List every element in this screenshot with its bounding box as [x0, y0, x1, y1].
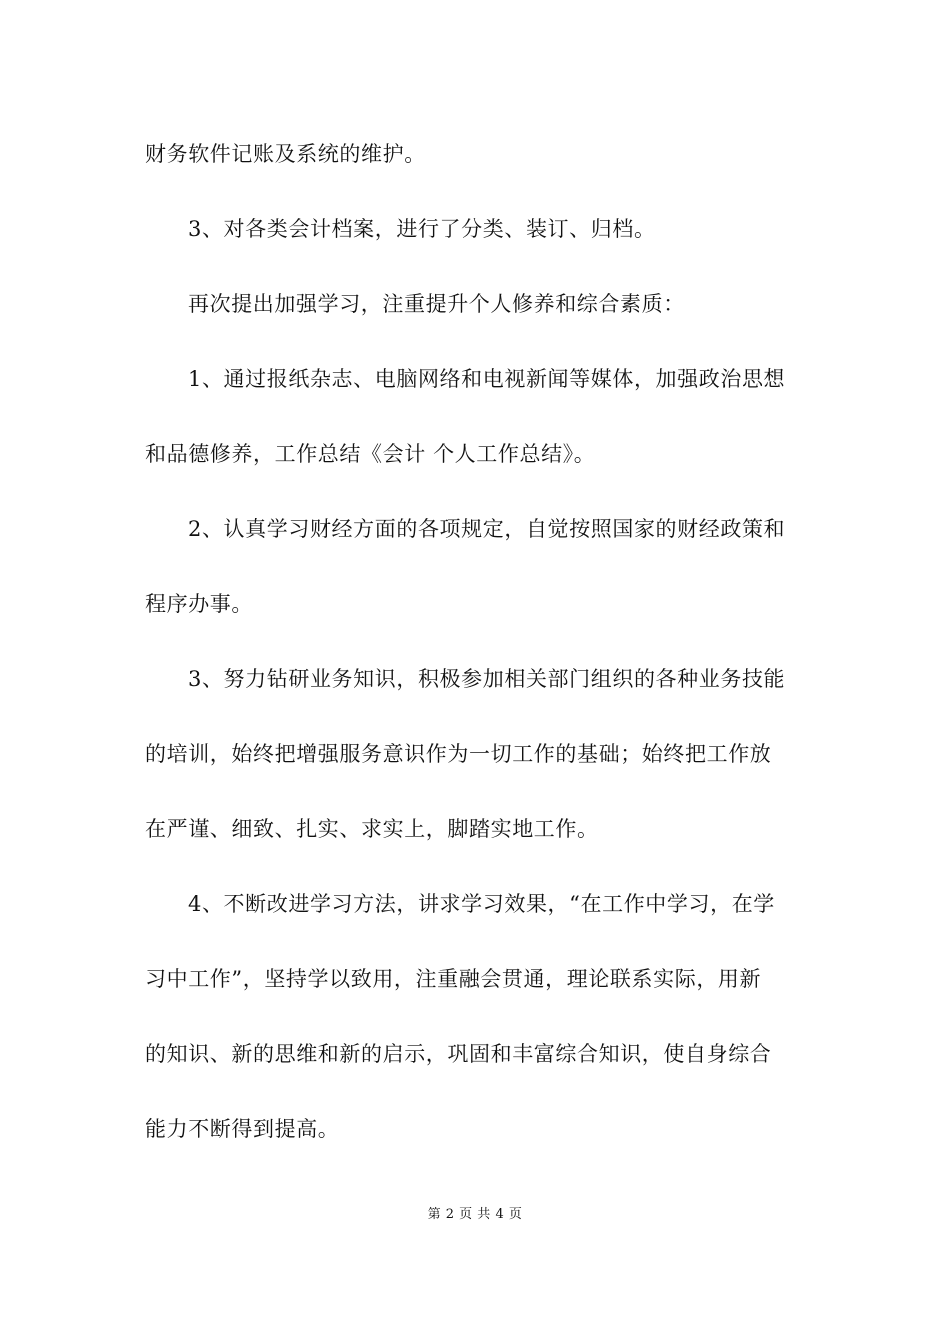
text-line-9: 的培训，始终把增强服务意识作为一切工作的基础；始终把工作放 [145, 742, 772, 766]
text-line-12: 习中工作”，坚持学以致用，注重融会贯通，理论联系实际，用新 [145, 967, 762, 991]
text-line-14: 能力不断得到提高。 [145, 1117, 340, 1141]
text-line-6: 2、认真学习财经方面的各项规定，自觉按照国家的财经政策和 [188, 517, 786, 541]
text-line-1: 财务软件记账及系统的维护。 [145, 142, 426, 166]
text-line-3: 再次提出加强学习，注重提升个人修养和综合素质： [188, 292, 685, 316]
text-line-4: 1、通过报纸杂志、电脑网络和电视新闻等媒体，加强政治思想 [188, 367, 786, 391]
text-line-8: 3、努力钻研业务知识，积极参加相关部门组织的各种业务技能 [188, 667, 786, 691]
text-line-10: 在严谨、细致、扎实、求实上，脚踏实地工作。 [145, 817, 599, 841]
text-line-13: 的知识、新的思维和新的启示，巩固和丰富综合知识，使自身综合 [145, 1042, 772, 1066]
page-footer: 第 2 页 共 4 页 [427, 1207, 523, 1222]
text-line-2: 3、对各类会计档案，进行了分类、装订、归档。 [188, 217, 656, 241]
text-line-7: 程序办事。 [145, 592, 253, 616]
text-line-5: 和品德修养，工作总结《会计 个人工作总结》。 [145, 442, 596, 466]
text-line-11: 4、不断改进学习方法，讲求学习效果，“在工作中学习，在学 [188, 892, 775, 916]
